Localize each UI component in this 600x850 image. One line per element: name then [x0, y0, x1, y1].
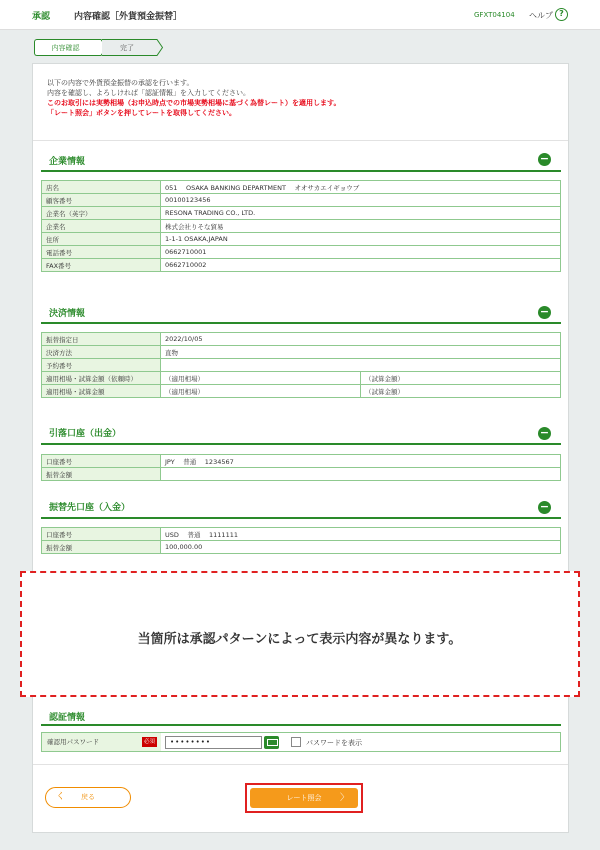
intro-line: 内容を確認し、よろしければ「認証情報」を入力してください。: [47, 89, 250, 97]
row-label: 企業名（英字）: [42, 207, 161, 220]
table-row: [42, 220, 561, 233]
row-label: 口座番号: [42, 528, 161, 541]
notice-text: 当箇所は承認パターンによって表示内容が異なります。: [137, 632, 462, 647]
divider: [33, 764, 568, 765]
section-title-auth: 認証情報: [49, 713, 86, 723]
intro-line: 以下の内容で外貨預金振替の承認を行います。: [47, 79, 194, 87]
header-approve-label: 承認: [32, 12, 51, 22]
chevron-right-icon: 〉: [339, 793, 349, 803]
section-title-credit: 振替先口座（入金）: [49, 503, 131, 513]
table-row: [42, 346, 561, 359]
table-row: [42, 246, 561, 259]
table-row: [42, 259, 561, 272]
table-row: [42, 233, 561, 246]
row-label: 電話番号: [42, 246, 161, 259]
step-complete: 完了: [102, 39, 152, 56]
row-label: 振替金額: [42, 468, 161, 481]
credit-account-table: [41, 527, 561, 554]
table-row: [42, 455, 561, 468]
row-value: 00100123456: [161, 194, 561, 207]
row-value: 0662710002: [161, 259, 561, 272]
row-label: 企業名: [42, 220, 161, 233]
rate-value: （適用相場）: [161, 385, 361, 398]
step-confirm: 内容確認: [34, 39, 96, 56]
table-row: [42, 372, 561, 385]
row-value: 051 OSAKA BANKING DEPARTMENT オオサカエイギョウブ: [161, 181, 561, 194]
variable-content-notice: [20, 571, 580, 697]
intro-warning: このお取引には実勢相場（お申込時点での市場実勢相場に基づく為替レート）を適用します。: [47, 99, 341, 107]
help-link[interactable]: ヘルプ: [529, 11, 553, 20]
table-row: [42, 385, 561, 398]
row-label: 店名: [42, 181, 161, 194]
collapse-icon[interactable]: −: [539, 152, 550, 165]
step-arrow-icon: [151, 39, 163, 56]
row-value: 2022/10/05: [161, 333, 561, 346]
show-password-checkbox[interactable]: [291, 737, 301, 747]
section-underline: [41, 517, 561, 519]
table-row: [42, 468, 561, 481]
section-title-settlement: 決済情報: [49, 309, 86, 319]
row-label: 適用相場・試算金額（依頼時）: [42, 372, 161, 385]
rate-value: （適用相場）: [161, 372, 361, 385]
section-title-debit: 引落口座（出金）: [49, 429, 122, 439]
row-value: 株式会社りそな貿易: [161, 220, 561, 233]
section-underline: [41, 443, 561, 445]
row-value: RESONA TRADING CO., LTD.: [161, 207, 561, 220]
intro-text: [47, 78, 557, 118]
rate-button-label: レート照会: [286, 794, 322, 802]
row-label: 適用相場・試算金額: [42, 385, 161, 398]
row-label: 予約番号: [42, 359, 161, 372]
screen-code: GFXT04104: [474, 11, 515, 19]
password-row: [41, 732, 561, 752]
table-row: [42, 541, 561, 554]
row-value: 直物: [161, 346, 561, 359]
row-value: 1-1-1 OSAKA,JAPAN: [161, 233, 561, 246]
password-input[interactable]: ••••••••: [165, 736, 262, 749]
collapse-icon[interactable]: −: [539, 305, 550, 318]
row-label: 振替指定日: [42, 333, 161, 346]
row-label: 顧客番号: [42, 194, 161, 207]
row-label: 住所: [42, 233, 161, 246]
collapse-icon[interactable]: −: [539, 426, 550, 439]
section-underline: [41, 170, 561, 172]
section-underline: [41, 724, 561, 726]
section-title-company: 企業情報: [49, 157, 86, 167]
row-value: JPY 普通 1234567: [161, 455, 561, 468]
row-value: 100,000.00: [161, 541, 561, 554]
top-header: [0, 0, 600, 30]
section-underline: [41, 322, 561, 324]
debit-account-table: [41, 454, 561, 481]
company-info-table: [41, 180, 561, 272]
row-value: USD 普通 1111111: [161, 528, 561, 541]
divider: [33, 140, 568, 141]
back-button[interactable]: [45, 787, 131, 808]
main-panel: [32, 63, 569, 833]
table-row: [42, 181, 561, 194]
row-label: 決済方法: [42, 346, 161, 359]
amount-value: （試算金額）: [361, 385, 561, 398]
help-icon[interactable]: ?: [555, 8, 568, 21]
row-label: 振替金額: [42, 541, 161, 554]
settlement-info-table: [41, 332, 561, 398]
chevron-left-icon: く: [56, 792, 66, 802]
row-label: FAX番号: [42, 259, 161, 272]
rate-inquiry-button[interactable]: [250, 788, 358, 808]
row-value: 0662710001: [161, 246, 561, 259]
back-button-label: 戻る: [81, 793, 95, 801]
rate-button-highlight: [245, 783, 363, 813]
intro-warning: 「レート照会」ボタンを押してレートを取得してください。: [47, 109, 236, 117]
password-label-text: 確認用パスワード: [47, 738, 99, 746]
table-row: [42, 207, 561, 220]
software-keyboard-icon[interactable]: [264, 736, 279, 749]
table-row: [42, 359, 561, 372]
row-value: [161, 468, 561, 481]
table-row: [42, 528, 561, 541]
row-label: 口座番号: [42, 455, 161, 468]
table-row: [42, 194, 561, 207]
password-label: [42, 733, 161, 751]
show-password-label[interactable]: パスワードを表示: [306, 739, 362, 747]
table-row: [42, 333, 561, 346]
collapse-icon[interactable]: −: [539, 500, 550, 513]
row-value: [161, 359, 561, 372]
amount-value: （試算金額）: [361, 372, 561, 385]
required-badge: 必須: [144, 739, 156, 745]
page-title: 内容確認［外貨預金振替］: [74, 12, 183, 22]
